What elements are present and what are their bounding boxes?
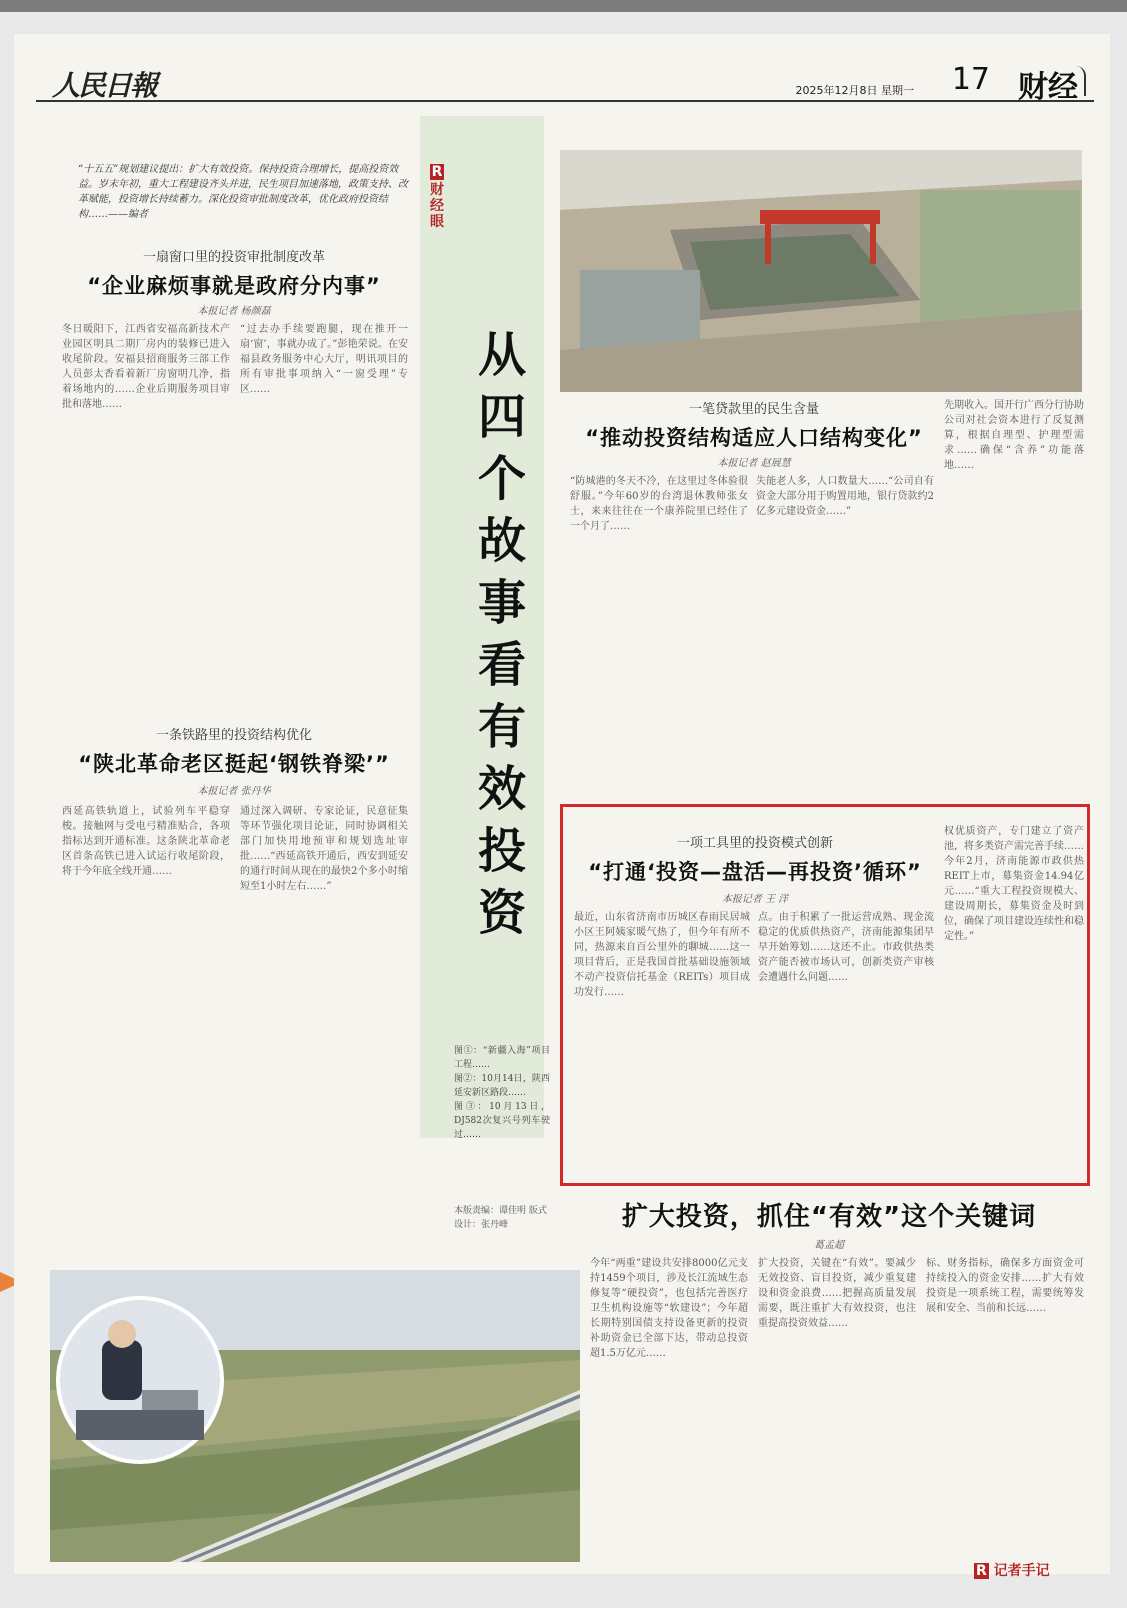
page-corner-mark xyxy=(1076,66,1086,96)
column-title: 从四个故事看有效投资 xyxy=(477,327,526,941)
issue-date: 2025年12月8日 星期一 xyxy=(795,84,914,97)
essay-byline: 葛孟超 xyxy=(814,1240,844,1251)
photo2-credit: 图②：10月14日，陕西延安新区路段…… xyxy=(454,1074,550,1098)
story3-byline: 本报记者 赵展慧 xyxy=(717,458,791,469)
story2-headline: “陕北革命老区挺起‘钢铁脊梁’” xyxy=(78,752,390,776)
page-number: 17 xyxy=(951,62,990,97)
railway-aerial-photo xyxy=(50,1270,580,1562)
story2-text-left: 西延高铁轨道上，试验列车平稳穿梭。接触网与受电弓精准贴合，各项指标达到开通标准。这条陕北革命老区首条高铁已进入试运行收尾阶段，将于今年底全线开通…… xyxy=(62,806,230,877)
photo-credits xyxy=(454,1044,550,1142)
story4-text-left: 最近，山东省济南市历城区春雨民居城小区王阿姨家暖气热了，但今年有所不同，热源来自百公里外的聊城……这一项目背后，正是我国首批基础设施领域不动产投资信托基金（REITs）项目成功发行…… xyxy=(574,912,750,998)
story4-byline: 本报记者 王 洋 xyxy=(721,894,789,905)
photo3-credit: 图③：10月13日，DJ582次复兴号列车驶过…… xyxy=(454,1102,550,1140)
story1-headline: “企业麻烦事就是政府分内事” xyxy=(87,274,381,298)
story4-kicker: 一项工具里的投资模式创新 xyxy=(676,836,833,851)
story2-text-right: 通过深入调研、专家论证，民意征集等环节强化项目论证，同时协调相关部门加快用地预审和规划选址审批……“西延高铁开通后，西安到延安的通行时间从现在的最快2个多小时缩短至1小时左右……” xyxy=(240,806,408,892)
screen-top-bar xyxy=(0,0,1127,12)
story1-text-right: “过去办手续要跑腿，现在推开一扇‘窗’，事就办成了。”彭艳荣说。在安福县政务服务中心大厅，明讯项目的所有审批事项纳入“一窗受理”专区…… xyxy=(240,324,408,395)
essay-text-middle: 扩大投资，关键在“有效”。要减少无效投资、盲目投资，减少重复建设和资金浪费……把握高质量发展需要，既注重扩大有效投资，也注重提高投资效益…… xyxy=(758,1258,916,1329)
story1-byline: 本报记者 杨颜磊 xyxy=(197,306,271,317)
story3-kicker: 一笔贷款里的民生含量 xyxy=(688,402,819,417)
newspaper-logo: 人民日報 xyxy=(52,69,157,102)
story3-text-right: 先期收入。国开行广西分行协助公司对社会资本进行了反复测算，根据自理型、护理型需求……确保“含养”功能落地…… xyxy=(944,400,1084,471)
story1-text-left: 冬日暖阳下，江西省安福高新技术产业园区明具二期厂房内的装修已进入收尾阶段。安福县招商服务三部工作人员彭太香看着新厂房窗明几净，指着场地内的……企业后期服务项目审批和落地…… xyxy=(62,324,230,410)
story4-headline: “打通‘投资—盘活—再投资’循环” xyxy=(588,860,922,884)
newspaper-page xyxy=(14,34,1110,1579)
story3-text-middle: 失能老人多，人口数量大……“公司自有资金大部分用于购置用地，银行贷款约2亿多元建设资金……” xyxy=(756,476,934,517)
story4-text-middle: 点。由于积累了一批运营成熟、现金流稳定的优质供热资产，济南能源集团早早开始筹划……这还不止。市政供热类资产能否被市场认可，创新类资产审核会遭遇什么问题…… xyxy=(758,912,934,983)
story3-text-left: “防城港的冬天不冷，在这里过冬体验很舒服。”今年60岁的台湾退休教师张女士，来来往往在一个康养院里已经住了一个月了…… xyxy=(570,476,748,532)
story3-headline: “推动投资结构适应人口结构变化” xyxy=(585,426,923,450)
intro-paragraph: “十五五”规划建议提出：扩大有效投资。保持投资合理增长，提高投资效益。岁末年初，重大工程建设齐头并进，民生项目加速落地，政策支持、改革赋能，投资增长持续蓄力。深化投资审批制度改革，优化政府投资结构……——编者 xyxy=(78,164,408,220)
masthead xyxy=(36,60,1094,105)
story1-kicker: 一扇窗口里的投资审批制度改革 xyxy=(142,250,325,265)
column-tag: R 财经眼 xyxy=(430,164,444,230)
photo1-credit: 图①：“新疆入海”项目工程…… xyxy=(454,1046,550,1070)
story2-kicker: 一条铁路里的投资结构优化 xyxy=(155,728,312,743)
construction-site-photo xyxy=(560,150,1082,392)
essay-headline: 扩大投资，抓住“有效”这个关键词 xyxy=(621,1202,1037,1232)
essay-text-left: 今年“两重”建设共安排8000亿元支持1459个项目，涉及长江流域生态修复等“硬投资”，也包括完善医疗卫生机构设施等“软建设”；今年超长期特别国债支持设备更新的投资补助资金已全部下达，带动总投资超1.5万亿元…… xyxy=(590,1258,748,1359)
editor-credit: 本版责编：谭佳明 版式设计：张丹峰 xyxy=(454,1206,547,1230)
story2-byline: 本报记者 张丹华 xyxy=(197,786,271,797)
story4-text-right: 权优质资产，专门建立了资产池，将多类资产需完善手续……今年2月，济南能源市政供热REIT上市，募集资金14.94亿元……“重大工程投资规模大、建设周期长，募集资金及时到位，确保了项目建设连续性和稳定性。” xyxy=(944,826,1084,942)
essay-text-right: 标、财务指标，确保多方面资金可持续投入的资金安排……扩大有效投资是一项系统工程，需要统筹发展和安全、当前和长远…… xyxy=(926,1258,1084,1314)
reporter-note-tag: R 记者手记 xyxy=(976,1563,1050,1579)
section-name: 财经 xyxy=(1018,70,1078,105)
